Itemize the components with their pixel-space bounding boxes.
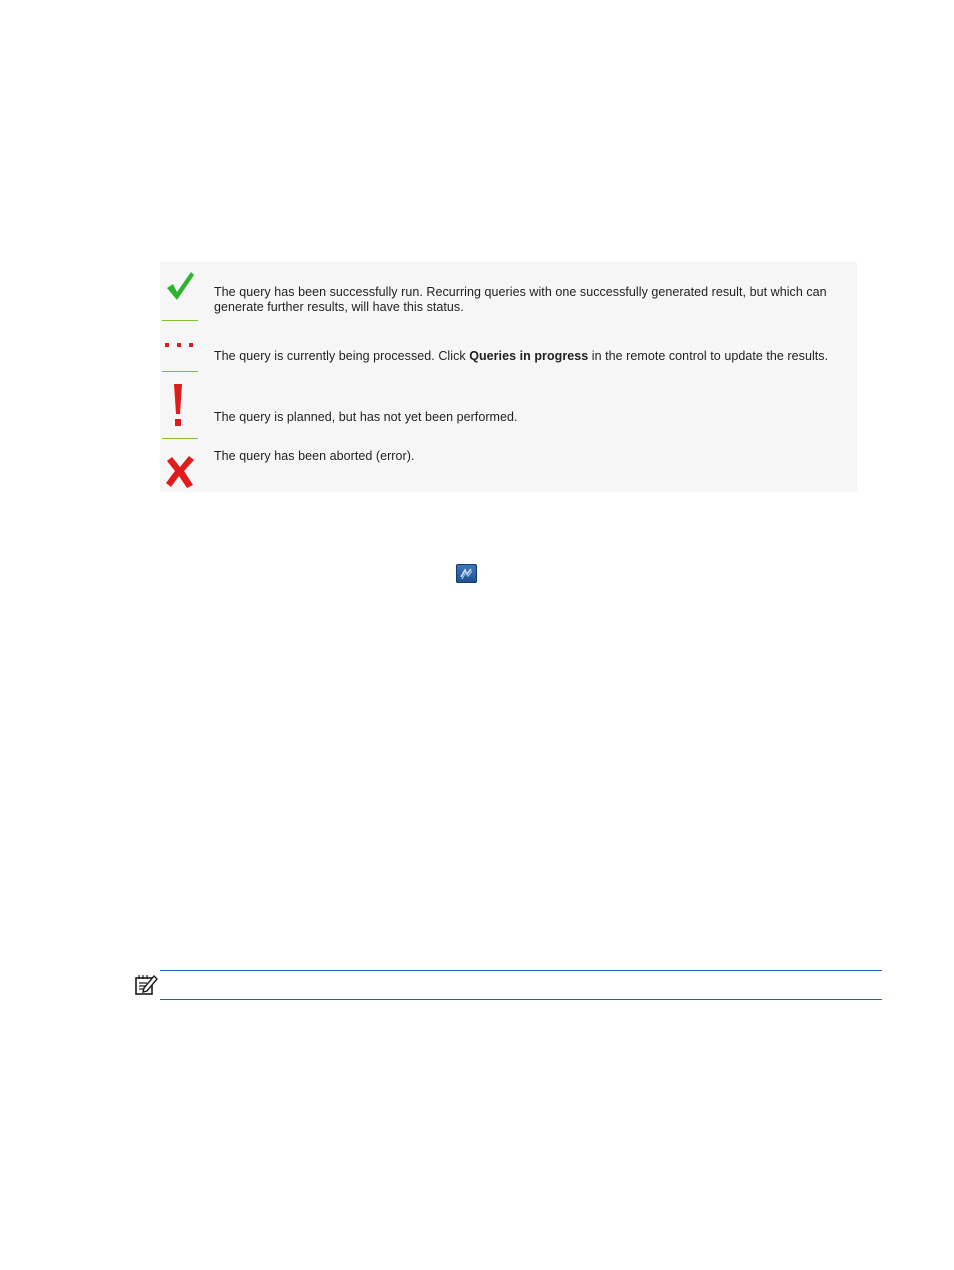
refresh-queries-icon[interactable] (456, 564, 477, 583)
note-rule-bottom (160, 999, 882, 1000)
red-dots-icon (163, 341, 197, 349)
status-description: The query is planned, but has not yet been performed. (214, 410, 518, 424)
status-row-planned (160, 372, 857, 439)
red-cross-icon (164, 455, 196, 489)
red-exclamation-icon (172, 384, 184, 428)
green-check-icon (164, 270, 196, 302)
note-icon (134, 973, 159, 996)
status-text-part: in the remote control to update the results. (588, 349, 829, 363)
status-description: The query has been successfully run. Recurring queries with one successfully generated result, but which can generate further results, will have this status. (214, 285, 827, 314)
status-row-aborted (160, 439, 857, 492)
status-description (214, 349, 853, 364)
queries-in-progress-label: Queries in progress (469, 349, 589, 363)
note-rule-top (160, 970, 882, 971)
status-row-processing (160, 321, 857, 372)
query-status-legend (160, 262, 857, 492)
status-row-success (160, 262, 857, 321)
status-description: The query has been aborted (error). (214, 449, 415, 463)
status-text-part: The query is currently being processed. Click (214, 349, 470, 363)
